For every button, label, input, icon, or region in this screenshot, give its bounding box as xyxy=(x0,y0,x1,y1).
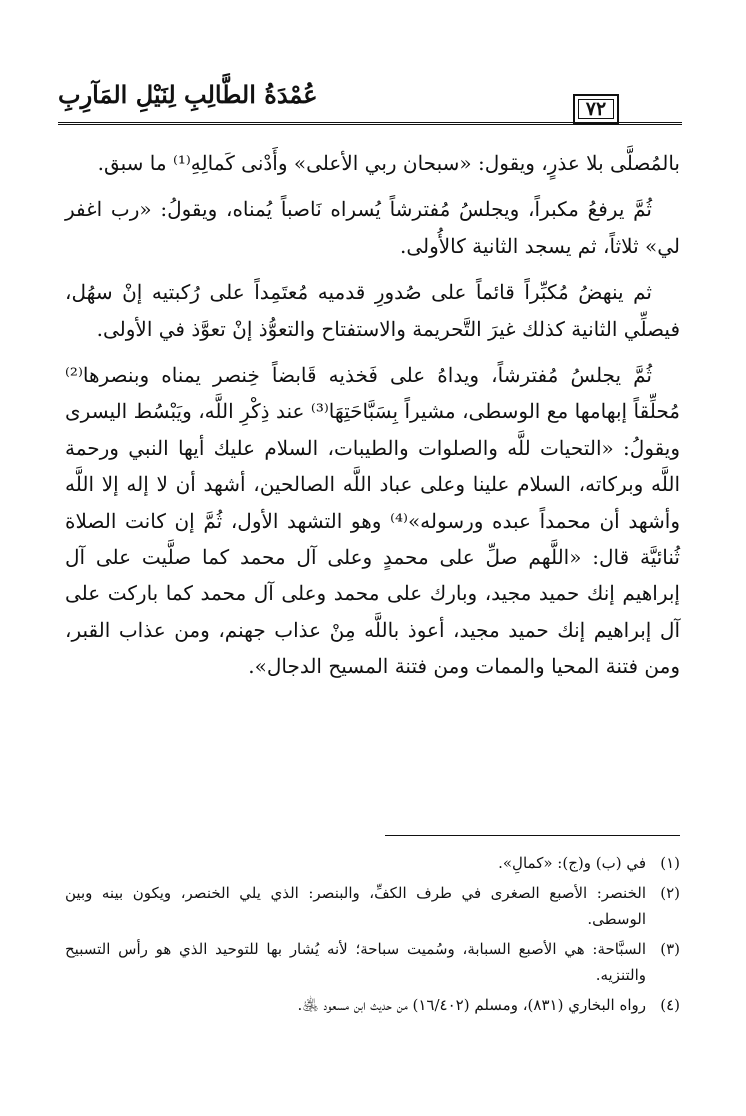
paragraph-4: ثُمَّ يجلسُ مُفترشاً، ويداهُ على فَخذيه قَابضاً خِنصر يمناه وبنصرها⁽²⁾ مُحلِّقاً إبهامها مع الوسطى، مشيراً بِسَبَّاحَتِهَا⁽³⁾ عند ذِكْرِ اللَّه، ويَبْسُط اليسرى ويقولُ: «التحيات للَّه والصلوات والطيبات، السلام عليك أيها النبي ورحمة اللَّه وبركاته، السلام علينا وعلى عباد اللَّه الصالحين، أشهد أن لا إله إلا اللَّه وأشهد أن محمداً عبده ورسوله»⁽⁴⁾ وهو التشهد الأول، ثُمَّ إن كانت الصلاة ثُنائيَّة قال: «اللَّهم صلِّ على محمدٍ وعلى آل محمد كما صلَّيت على آل إبراهيم إنك حميد مجيد، وبارك على محمد وعلى آل محمد كما باركت على آل إبراهيم إنك حميد مجيد، أعوذ باللَّه مِنْ عذاب جهنم، ومن عذاب القبر، ومن فتنة المحيا والممات ومن فتنة المسيح الدجال». xyxy=(65,363,681,679)
footnote-1 xyxy=(65,850,680,876)
header-rule xyxy=(58,122,682,125)
footnote-number: (١) xyxy=(660,854,680,872)
footnote-number: (٤) xyxy=(660,996,680,1014)
footnote-rule xyxy=(385,835,680,836)
page-header xyxy=(58,72,682,130)
footnote-2 xyxy=(65,880,680,932)
footnote-3 xyxy=(65,936,680,988)
book-title: عُمْدَةُ الطَّالِبِ لِنَيْلِ المَآرِبِ xyxy=(58,80,318,109)
page-number: ٧٢ xyxy=(573,94,619,124)
footnote-text: الخنصر: الأصبع الصغرى في طرف الكفِّ، والبنصر: الذي يلي الخنصر، ويكون بينه وبين الوسطى. xyxy=(65,884,646,928)
main-text xyxy=(65,145,680,695)
footnote-text: رواه البخاري (٨٣١)، ومسلم (١٦/٤٠٢) من حديث ابن مسعود ﵁. xyxy=(297,996,646,1014)
footnotes xyxy=(65,850,680,1022)
footnote-number: (٣) xyxy=(660,940,680,958)
footnote-text: السبَّاحة: هي الأصبع السبابة، وسُميت سباحة؛ لأنه يُشار بها للتوحيد الذي هو رأس التسبيح والتنزيه. xyxy=(65,940,646,984)
paragraph-3: ثم ينهضُ مُكبِّراً قائماً على صُدورِ قدميه مُعتَمِداً على رُكبتيه إنْ سهُل، فيصلِّي الثانية كذلك غيرَ التَّحريمة والاستفتاح والتعوُّذ إنْ تعوَّذ في الأولى. xyxy=(65,280,680,341)
footnote-4 xyxy=(65,992,680,1018)
footnote-text: في (ب) و(ج): «كمالِ». xyxy=(498,854,646,872)
paragraph-2: ثُمَّ يرفعُ مكبراً، ويجلسُ مُفترشاً يُسراه نَاصباً يُمناه، ويقولُ: «رب اغفر لي» ثلاثاً، ثم يسجد الثانية كالأُولى. xyxy=(65,197,680,258)
paragraph-1: بالمُصلَّى بلا عذرٍ، ويقول: «سبحان ربي الأعلى» وأَدْنى كَمالِهِ⁽¹⁾ ما سبق. xyxy=(97,151,680,175)
footnote-number: (٢) xyxy=(660,884,680,902)
